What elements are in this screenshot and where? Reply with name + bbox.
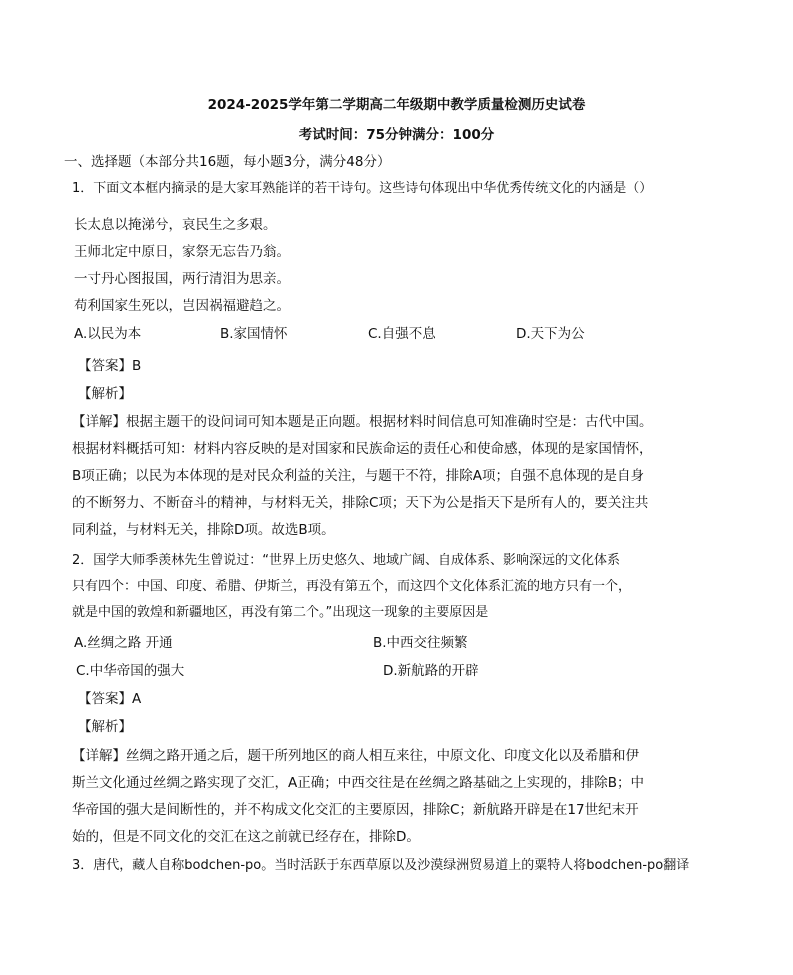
exam-subtitle: 考试时间：75分钟满分：100分 bbox=[298, 127, 495, 143]
q1-option-a: A.以民为本 bbox=[74, 326, 142, 342]
q1-detail-line-4: 的不断努力、不断奋斗的精神，与材料无关，排除C项；天下为公是指天下是所有人的，要关注共 bbox=[72, 495, 649, 511]
q2-detail-line-1: 【详解】丝绸之路开通之后，题干所列地区的商人相互来往，中原文化、印度文化以及希腊和伊 bbox=[72, 748, 639, 764]
q1-option-d: D.天下为公 bbox=[516, 326, 585, 342]
q1-detail-line-2: 根据材料概括可知：材料内容反映的是对国家和民族命运的责任心和使命感，体现的是家国情怀， bbox=[72, 441, 653, 457]
q1-detail-line-1: 【详解】根据主题干的设问词可知本题是正向题。根据材料时间信息可知准确时空是：古代中国。 bbox=[72, 414, 653, 430]
q2-option-d: D.新航路的开辟 bbox=[383, 663, 479, 679]
q2-analysis-label: 【解析】 bbox=[78, 719, 132, 735]
q2-stem-line-3: 就是中国的敦煌和新疆地区，再没有第二个。”出现这一现象的主要原因是 bbox=[72, 605, 489, 620]
q2-option-a: A.丝绸之路 开通 bbox=[74, 635, 173, 651]
q1-poem-line-3: 一寸丹心图报国，两行清泪为思亲。 bbox=[74, 271, 290, 287]
q1-detail-line-3: B项正确；以民为本体现的是对民众利益的关注，与题干不符，排除A项；自强不息体现的是自身 bbox=[72, 468, 644, 484]
q2-stem-line-1: 2．国学大师季羡林先生曾说过：“世界上历史悠久、地域广阔、自成体系、影响深远的文化体系 bbox=[72, 553, 621, 568]
q2-answer: 【答案】A bbox=[78, 691, 142, 707]
q1-option-b: B.家国情怀 bbox=[220, 326, 288, 342]
q2-option-c: C.中华帝国的强大 bbox=[76, 663, 185, 679]
q1-analysis-label: 【解析】 bbox=[78, 386, 132, 402]
q1-poem-line-4: 苟利国家生死以，岂因祸福避趋之。 bbox=[74, 298, 290, 314]
q2-detail-line-3: 华帝国的强大是间断性的，并不构成文化交汇的主要原因，排除C；新航路开辟是在17世纪末开 bbox=[72, 802, 639, 818]
q1-detail-line-5: 同利益，与材料无关，排除D项。故选B项。 bbox=[72, 522, 335, 538]
q1-option-c: C.自强不息 bbox=[368, 326, 436, 342]
q2-detail-line-2: 斯兰文化通过丝绸之路实现了交汇，A正确；中西交往是在丝绸之路基础之上实现的，排除B；中 bbox=[72, 775, 644, 791]
q1-poem-line-1: 长太息以掩涕兮，哀民生之多艰。 bbox=[74, 217, 277, 233]
section-heading: 一、选择题（本部分共16题，每小题3分，满分48分） bbox=[64, 154, 391, 170]
q1-answer: 【答案】B bbox=[78, 358, 142, 374]
q2-stem-line-2: 只有四个：中国、印度、希腊、伊斯兰，再没有第五个，而这四个文化体系汇流的地方只有一个， bbox=[72, 579, 632, 594]
q2-option-b: B.中西交往频繁 bbox=[373, 635, 468, 651]
exam-title: 2024-2025学年第二学期高二年级期中教学质量检测历史试卷 bbox=[207, 97, 586, 113]
q1-poem-line-2: 王师北定中原日，家祭无忘告乃翁。 bbox=[74, 244, 290, 260]
q2-detail-line-4: 始的，但是不同文化的交汇在这之前就已经存在，排除D。 bbox=[72, 829, 420, 845]
q3-stem-line-1: 3．唐代，藏人自称bodchen-po。当时活跃于东西草原以及沙漠绿洲贸易道上的粟特人将bodchen-po翻译 bbox=[72, 858, 690, 873]
q1-stem: 1．下面文本框内摘录的是大家耳熟能详的若干诗句。这些诗句体现出中华优秀传统文化的内涵是（） bbox=[72, 181, 653, 196]
